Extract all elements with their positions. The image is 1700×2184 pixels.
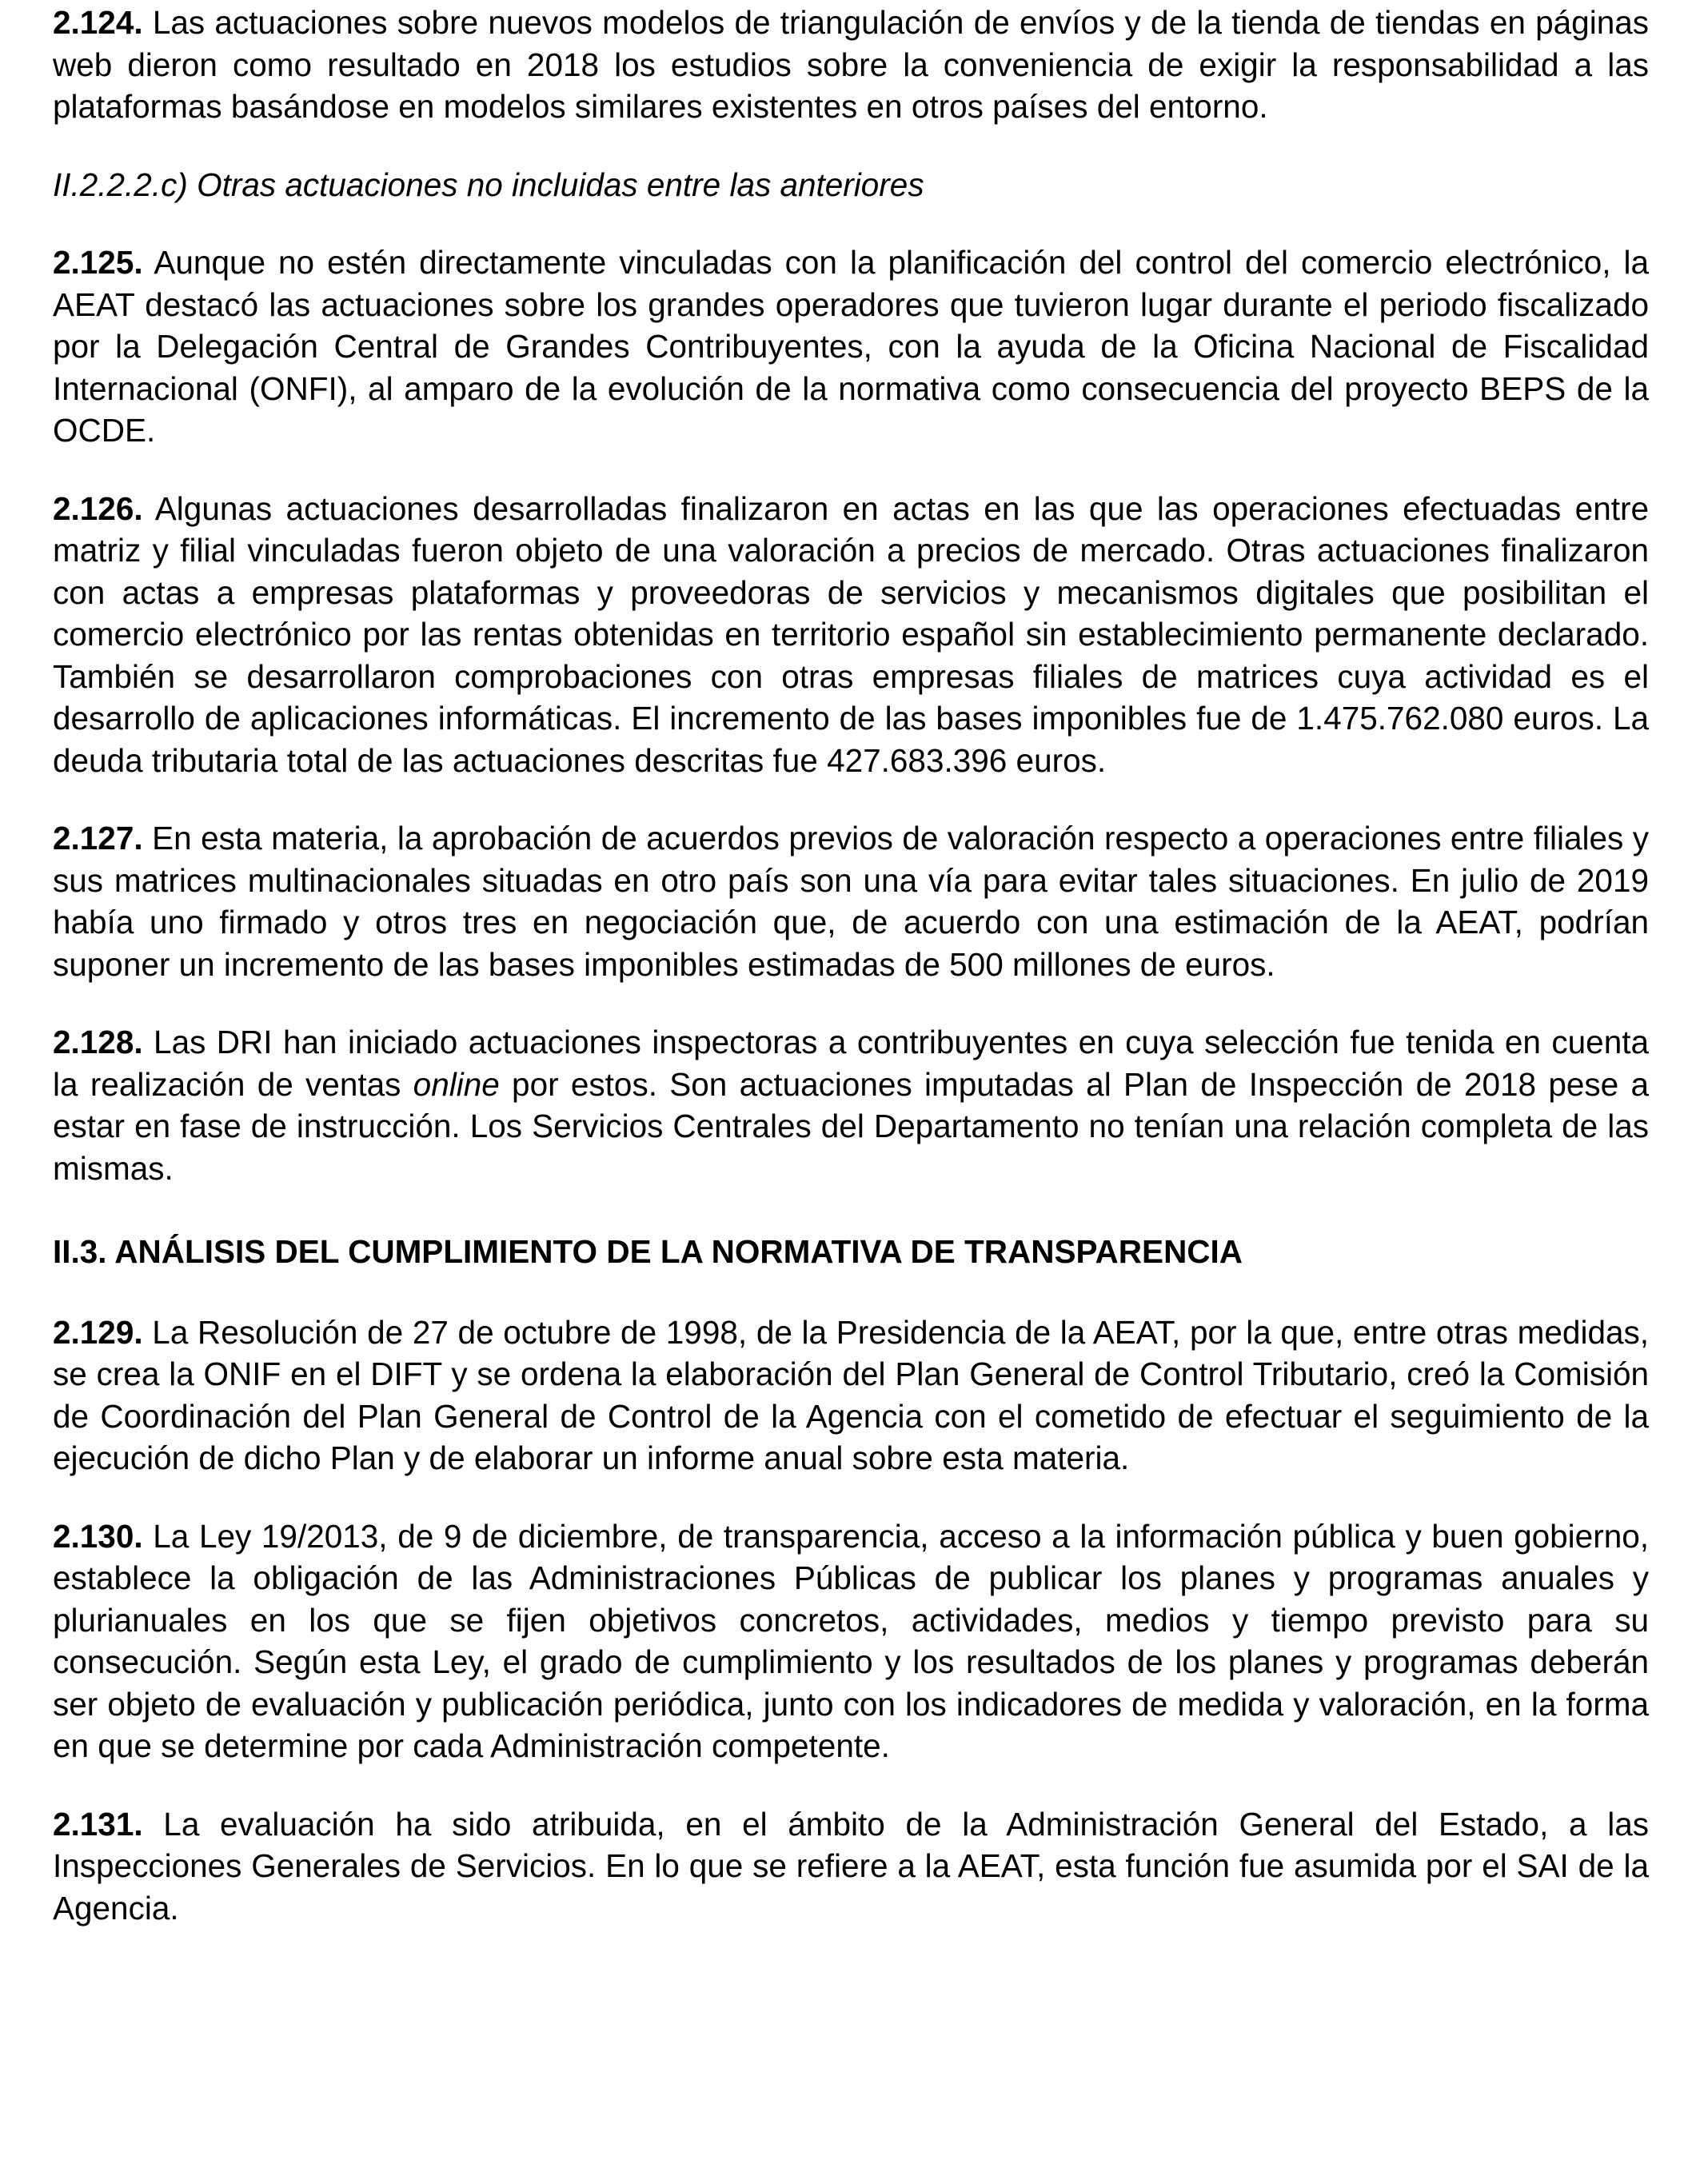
paragraph-text: La Resolución de 27 de octubre de 1998, de la Presidencia de la AEAT, por la que, entre otras medidas, se crea la ONIF en el DIFT y se ordena la elaboración del Plan General de Control Tributario, creó la Comisión de Coordinación del Plan General de Control de la Agencia con el cometido de efectuar el seguimiento de la ejecución de dicho Plan y de elaborar un informe anual sobre esta materia. <box>53 1313 1649 1476</box>
paragraph-text-italic: online <box>413 1065 500 1103</box>
paragraph-number: 2.128. <box>53 1024 143 1060</box>
paragraph-number: 2.129. <box>53 1313 143 1351</box>
paragraph-text: La Ley 19/2013, de 9 de diciembre, de transparencia, acceso a la información pública y buen gobierno, establece la obligación de las Administraciones Públicas de publicar los planes y programas anuales y plurianuales en los que se fijen objetivos concretos, actividades, medios y tiempo previsto para su consecución. Según esta Ley, el grado de cumplimiento y los resultados de los planes y programas deberán ser objeto de evaluación y publicación periódica, junto con los indicadores de medida y valoración, en la forma en que se determine por cada Administración competente. <box>53 1517 1649 1764</box>
paragraph-number: 2.131. <box>53 1805 143 1843</box>
paragraph-text-after: por estos. Son actuaciones imputadas al Plan de Inspección de 2018 pese a estar en fase de instrucción. Los Servicios Centrales del Departamento no tenían una relación completa de las mismas. <box>53 1065 1649 1187</box>
paragraph-number: 2.127. <box>53 820 143 856</box>
paragraph-2-129 <box>53 1312 1649 1479</box>
paragraph-text-before: Las DRI han iniciado actuaciones inspectoras a contribuyentes en cuya selección fue tenida en cuenta la realización de ventas <box>53 1024 1649 1103</box>
paragraph-2-131 <box>53 1803 1649 1930</box>
paragraph-number: 2.124. <box>53 4 143 41</box>
paragraph-number: 2.126. <box>53 489 143 527</box>
paragraph-2-127 <box>53 817 1649 985</box>
paragraph-text: Las actuaciones sobre nuevos modelos de triangulación de envíos y de la tienda de tiendas en páginas web dieron como resultado en 2018 los estudios sobre la conveniencia de exigir la responsabilidad a las plataformas basándose en modelos similares existentes en otros países del entorno. <box>53 4 1649 125</box>
paragraph-text: La evaluación ha sido atribuida, en el ámbito de la Administración General del Estado, a las Inspecciones Generales de Servicios. En lo que se refiere a la AEAT, esta función fue asumida por el SAI de la Agencia. <box>53 1805 1649 1926</box>
paragraph-2-125 <box>53 242 1649 452</box>
paragraph-text: Aunque no estén directamente vinculadas con la planificación del control del comercio electrónico, la AEAT destacó las actuaciones sobre los grandes operadores que tuvieron lugar durante el periodo fiscalizado por la Delegación Central de Grandes Contribuyentes, con la ayuda de la Oficina Nacional de Fiscalidad Internacional (ONFI), al amparo de la evolución de la normativa como consecuencia del proyecto BEPS de la OCDE. <box>53 244 1649 449</box>
paragraph-2-130 <box>53 1515 1649 1767</box>
paragraph-text: En esta materia, la aprobación de acuerdos previos de valoración respecto a operaciones entre filiales y sus matrices multinacionales situadas en otro país son una vía para evitar tales situaciones. En julio de 2019 había uno firmado y otros tres en negociación que, de acuerdo con una estimación de la AEAT, podrían suponer un incremento de las bases imponibles estimadas de 500 millones de euros. <box>53 820 1649 983</box>
paragraph-2-126 <box>53 488 1649 782</box>
paragraph-number: 2.130. <box>53 1517 143 1555</box>
document-page <box>53 0 1649 1929</box>
paragraph-text: Algunas actuaciones desarrolladas finalizaron en actas en las que las operaciones efectuadas entre matriz y filial vinculadas fueron objeto de una valoración a precios de mercado. Otras actuaciones finalizaron con actas a empresas plataformas y proveedoras de servicios y mecanismos digitales que posibilitan el comercio electrónico por las rentas obtenidas en territorio español sin establecimiento permanente declarado. También se desarrollaron comprobaciones con otras empresas filiales de matrices cuya actividad es el desarrollo de aplicaciones informáticas. El incremento de las bases imponibles fue de 1.475.762.080 euros. La deuda tributaria total de las actuaciones descritas fue 427.683.396 euros. <box>53 489 1649 779</box>
subsection-heading: II.2.2.2.c) Otras actuaciones no incluidas entre las anteriores <box>53 166 924 203</box>
section-heading: II.3. ANÁLISIS DEL CUMPLIMIENTO DE LA NORMATIVA DE TRANSPARENCIA <box>53 1233 1243 1270</box>
paragraph-2-124 <box>53 2 1649 128</box>
paragraph-number: 2.125. <box>53 244 143 281</box>
paragraph-2-128 <box>53 1021 1649 1189</box>
